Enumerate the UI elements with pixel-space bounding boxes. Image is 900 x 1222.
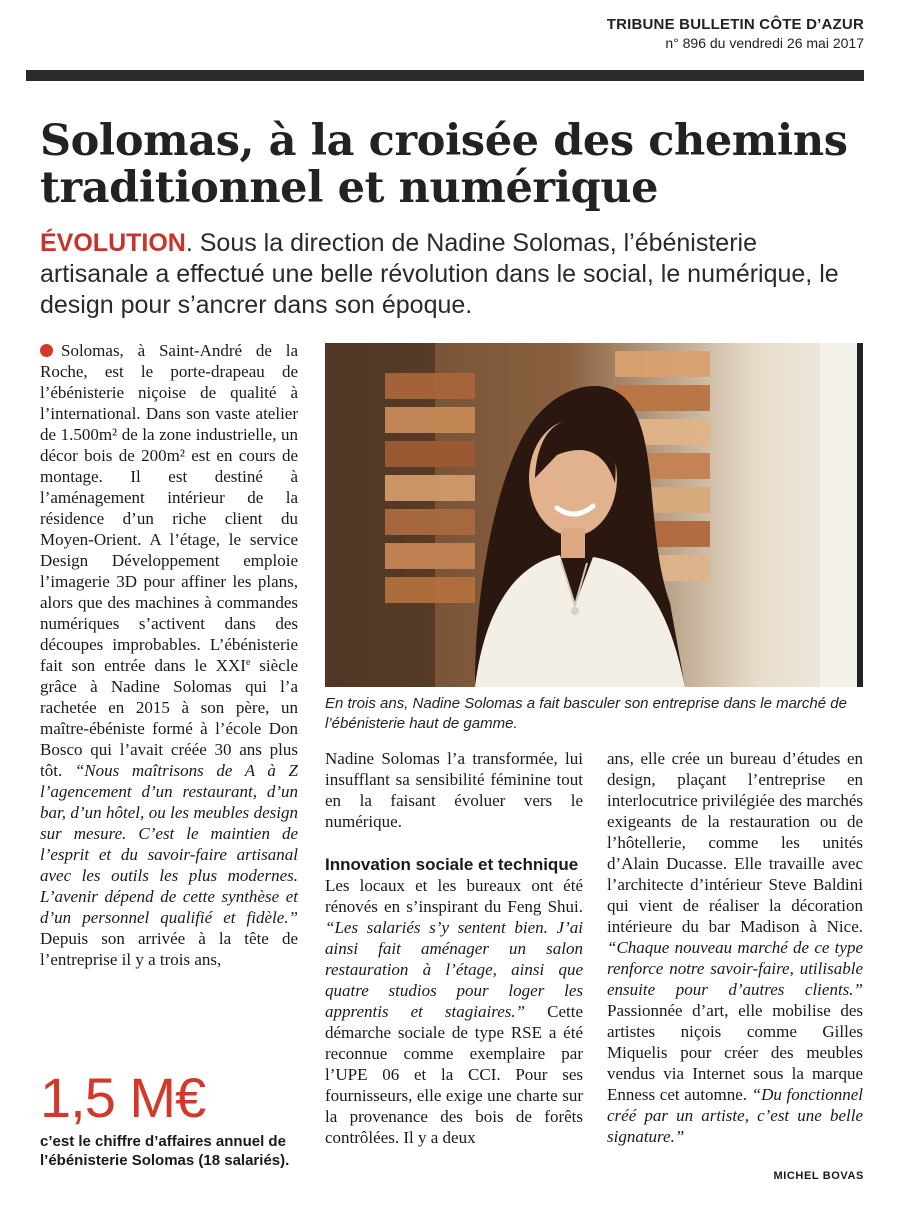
red-bullet-icon <box>40 344 53 357</box>
col2-text-tail: Cette démarche sociale de type RSE a été reconnue comme exemplaire par l’UPE 06 et la CCI. Pour ses fournisseurs, elle exige une charte sur la provenance des bois de forêts contrôlées. Il y a deux <box>325 1002 583 1147</box>
lead-text: . Sous la direction de Nadine Solomas, l’ébénisterie artisanale a effectué une belle révolution dans le social, le numérique, le design pour s’ancrer dans son époque. <box>40 229 839 319</box>
stat-callout <box>40 1066 310 1170</box>
portrait-illustration <box>325 343 863 687</box>
col1-superscript: e <box>245 657 251 668</box>
col2-quote: “Les salariés s’y sentent bien. J’ai ainsi fait aménager un salon restauration à l’étage, ainsi que quatre studios pour loger les apprentis et stagiaires.” <box>325 918 583 1021</box>
stat-description: c’est le chiffre d’affaires annuel de l’ébénisterie Solomas (18 salariés). <box>40 1133 290 1169</box>
col3-text-mid: Passionnée d’art, elle mobilise des artistes niçois comme Gilles Miquelis pour créer des meubles vendus via Internet sous la marque Enness cet automne. <box>607 1001 863 1104</box>
section-subhead: Innovation sociale et technique <box>325 855 579 874</box>
col1-quote: “Nous maîtrisons de A à Z l’agencement d’un restaurant, d’un bar, d’un hôtel, ou les meubles design sur mesure. C’est le maintien de l’esprit et du savoir-faire artisanal avec les outils les plus modernes. L’avenir dépend de cette synthèse et d’un personnel qualifié et fidèle.” <box>40 761 298 927</box>
column-2 <box>325 748 583 1148</box>
masthead <box>607 16 864 51</box>
article-headline <box>40 118 860 212</box>
col1-text-tail: siècle grâce à Nadine Solomas qui l’a rachetée en 2015 à son père, un maître-ébéniste formé à l’école Don Bosco qui l’avait créée 30 ans plus tôt. <box>40 656 299 780</box>
col3-paragraph <box>607 748 863 1147</box>
photo-caption: En trois ans, Nadine Solomas a fait basculer son entreprise dans le marché de l’ébénisterie haut de gamme. <box>325 695 847 732</box>
header-rule <box>26 70 864 81</box>
lead-tag: ÉVOLUTION <box>40 229 186 257</box>
headline-line-2: traditionnel et numérique <box>40 163 659 213</box>
headline-line-1: Solomas, à la croisée des chemins <box>40 116 848 166</box>
col3-quote-2: “Du fonctionnel créé par un artiste, c’est une belle signature.” <box>607 1085 863 1146</box>
stat-value: 1,5 M€ <box>40 1066 206 1129</box>
column-1 <box>40 340 298 970</box>
col2-paragraph-1: Nadine Solomas l’a transformée, lui insufflant sa sensibilité féminine tout en la faisant évoluer vers le numérique. <box>325 749 583 831</box>
col3-quote-1: “Chaque nouveau marché de ce type renforce notre savoir-faire, utilisable ensuite pour d’autres clients.” <box>607 938 863 999</box>
article-lead <box>40 228 860 321</box>
column-3 <box>607 748 863 1147</box>
col2-paragraph-2 <box>325 875 583 1148</box>
author-byline: MICHEL BOVAS <box>773 1170 864 1182</box>
column-1-paragraph <box>40 340 298 970</box>
col1-text: Solomas, à Saint-André de la Roche, est le porte-drapeau de l’ébénisterie niçoise de qualité à l’international. Dans son vaste atelier de 1.500m² de la zone industrielle, un décor bois de 200m² est en cours de montage. Il est destiné à l’aménagement intérieur de la résidence d’un riche client du Moyen-Orient. A l’étage, le service Design Développement emploie l’imagerie 3D pour affiner les plans, alors que des machines à commandes numériques s’activent dans des découpes improbables. L’ébénisterie fait son entrée dans le XXI <box>40 341 298 675</box>
publication-name: TRIBUNE BULLETIN CÔTE D’AZUR <box>606 16 864 33</box>
col2-text: Les locaux et les bureaux ont été rénovés en s’inspirant du Feng Shui. <box>325 876 583 916</box>
issue-date: n° 896 du vendredi 26 mai 2017 <box>665 35 864 51</box>
col1-closing: Depuis son arrivée à la tête de l’entreprise il y a trois ans, <box>40 929 298 969</box>
col3-text: ans, elle crée un bureau d’études en design, plaçant l’entreprise en interlocutrice privilégiée des marchés exigeants de la restauration ou de l’hôtellerie, comme les unités d’Alain Ducasse. Elle travaille avec l’architecte d’intérieur Steve Baldini qui vient de réaliser la décoration intérieure du bar Madison à Nice. <box>607 749 863 936</box>
article-photo <box>325 343 863 687</box>
